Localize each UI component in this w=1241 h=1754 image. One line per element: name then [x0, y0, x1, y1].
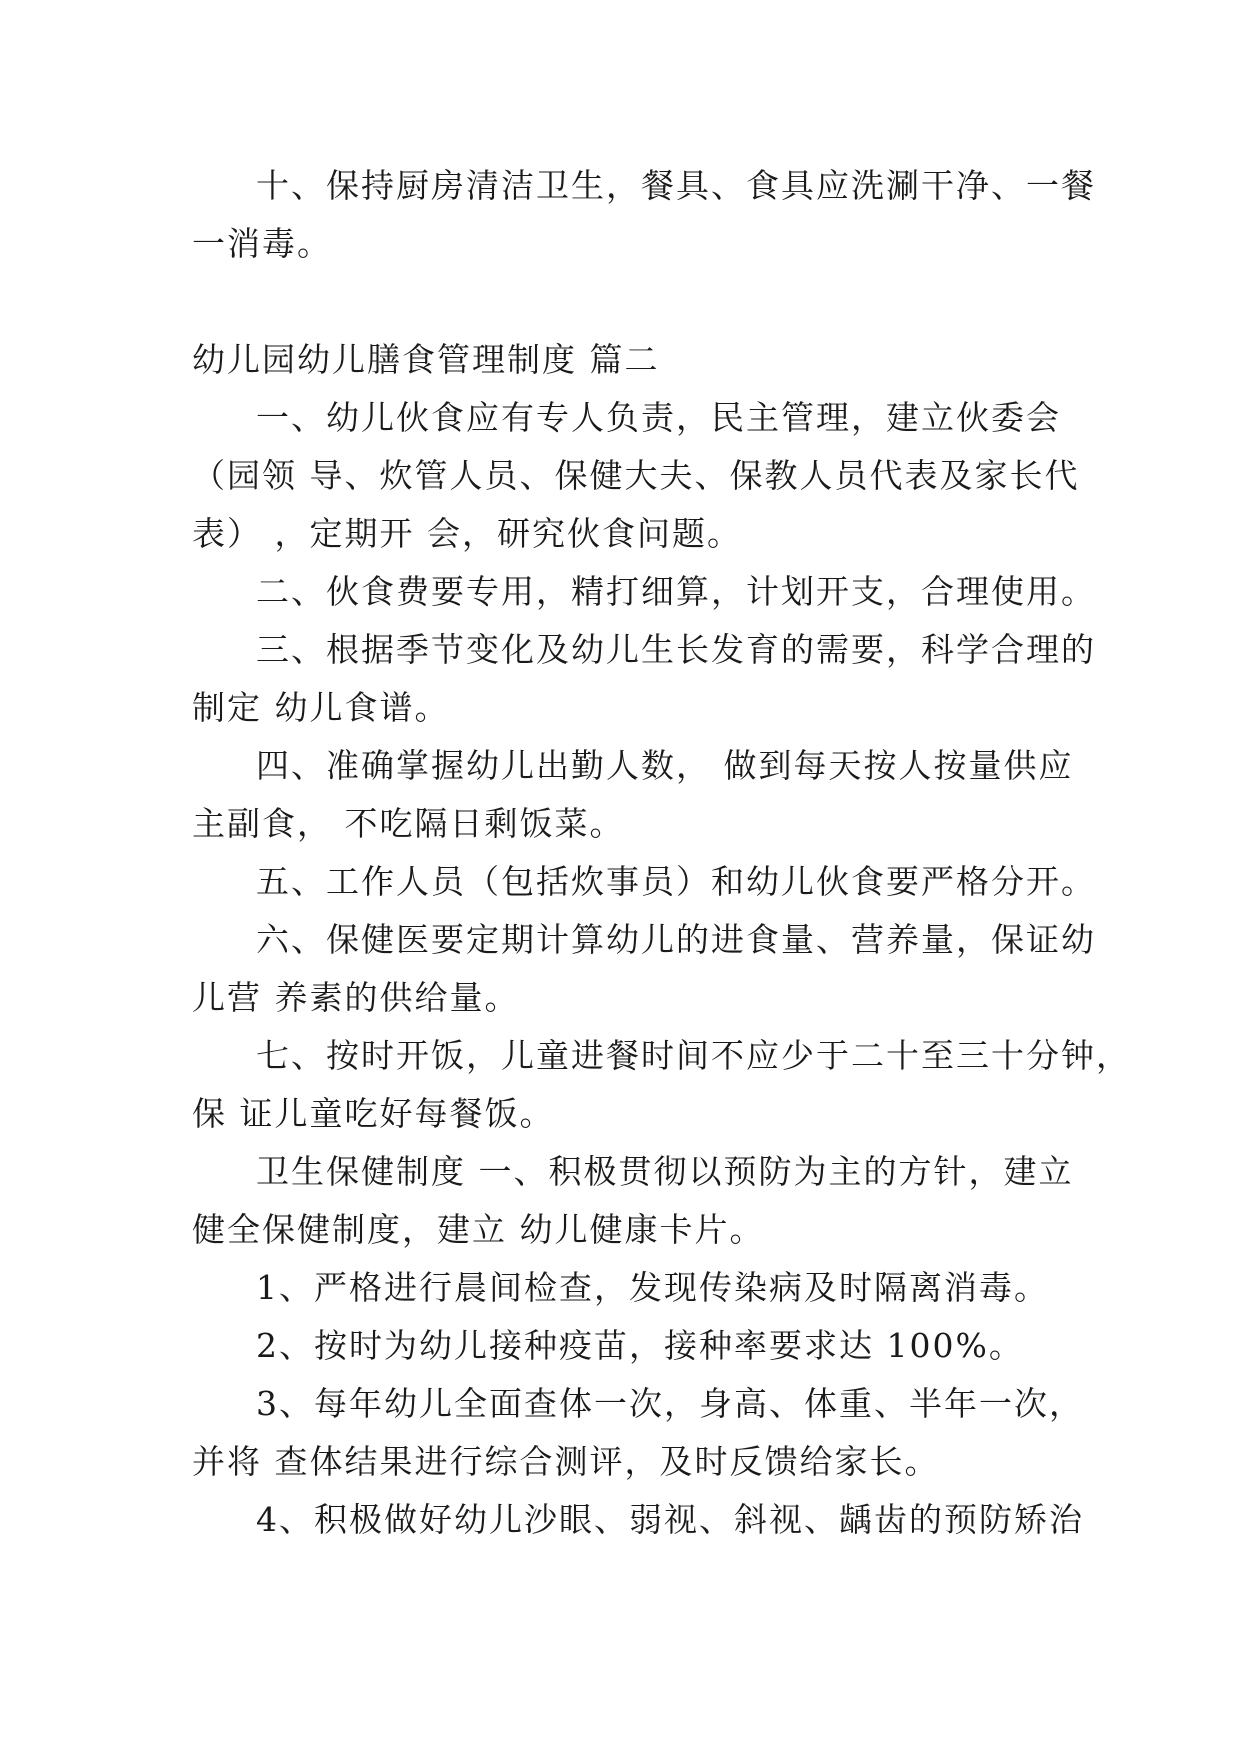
paragraph-line: 2、按时为幼儿接种疫苗，接种率要求达 100%。: [256, 1326, 1024, 1365]
paragraph-line: 表） ，定期开 会，研究伙食问题。: [192, 514, 742, 553]
paragraph-line: 卫生保健制度 一、积极贯彻以预防为主的方针，建立: [256, 1152, 1074, 1191]
paragraph-line: 七、按时开饭，儿童进餐时间不应少于二十至三十分钟，: [256, 1036, 1131, 1075]
paragraph-line: 并将 查体结果进行综合测评，及时反馈给家长。: [192, 1442, 940, 1481]
paragraph-line: 1、严格进行晨间检查，发现传染病及时隔离消毒。: [256, 1268, 1049, 1307]
paragraph-line: （园领 导、炊管人员、保健大夫、保教人员代表及家长代: [192, 456, 1080, 495]
paragraph-line: 三、根据季节变化及幼儿生长发育的需要，科学合理的: [256, 630, 1096, 669]
paragraph-line: 保 证儿童吃好每餐饭。: [192, 1094, 555, 1133]
paragraph-line: 四、准确掌握幼儿出勤人数， 做到每天按人按量供应: [256, 746, 1074, 785]
paragraph-line: 健全保健制度，建立 幼儿健康卡片。: [192, 1210, 765, 1249]
paragraph-line: 一、幼儿伙食应有专人负责，民主管理，建立伙委会: [256, 398, 1061, 437]
paragraph-line: 4、积极做好幼儿沙眼、弱视、斜视、龋齿的预防矫治: [256, 1500, 1084, 1539]
paragraph-line: 六、保健医要定期计算幼儿的进食量、营养量，保证幼: [256, 920, 1096, 959]
section-heading: 幼儿园幼儿膳食管理制度 篇二: [192, 340, 660, 379]
paragraph-line: 十、保持厨房清洁卫生，餐具、食具应洗涮干净、一餐: [256, 166, 1096, 205]
paragraph-line: 主副食， 不吃隔日剩饭菜。: [192, 804, 625, 843]
paragraph-line: 一消毒。: [192, 224, 332, 263]
paragraph-line: 儿营 养素的供给量。: [192, 978, 520, 1017]
paragraph-line: 二、伙食费要专用，精打细算，计划开支，合理使用。: [256, 572, 1096, 611]
paragraph-line: 3、每年幼儿全面查体一次，身高、体重、半年一次，: [256, 1384, 1084, 1423]
paragraph-line: 制定 幼儿食谱。: [192, 688, 450, 727]
paragraph-line: 五、工作人员（包括炊事员）和幼儿伙食要严格分开。: [256, 862, 1096, 901]
